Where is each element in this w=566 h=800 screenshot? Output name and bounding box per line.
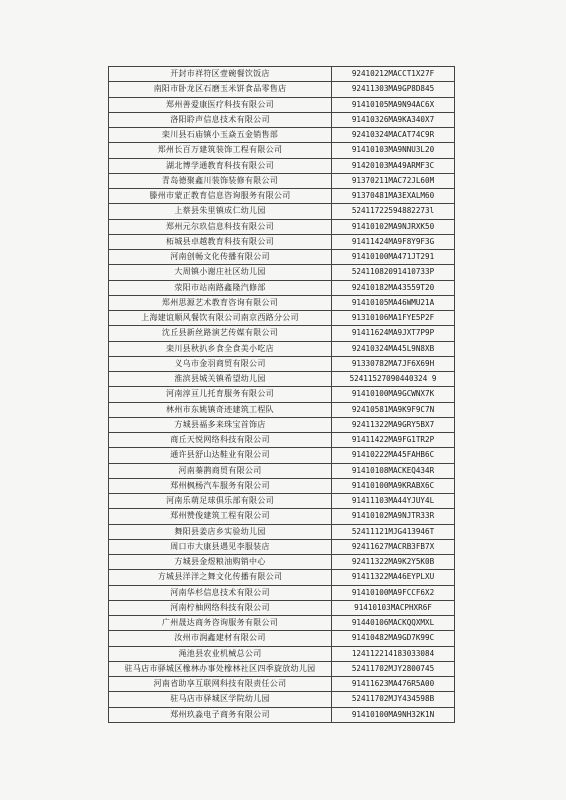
credit-code-cell: 92411303MA9GP8D845	[332, 82, 455, 97]
credit-code-cell: 92410324MACAT74C9R	[332, 128, 455, 143]
entity-name-cell: 南阳市卧龙区石磨玉米饼食品零售店	[109, 82, 332, 97]
entity-name-cell: 驻马店市驿城区橡林办事处橡林社区四季旋放幼儿园	[109, 661, 332, 676]
credit-code-cell: 91440106MACKQQXMXL	[332, 616, 455, 631]
entity-name-cell: 广州晟达商务咨询服务有限公司	[109, 616, 332, 631]
table-row	[109, 280, 455, 295]
table-row	[109, 112, 455, 127]
table-row	[109, 600, 455, 615]
credit-code-cell: 91370211MAC72JL60M	[332, 173, 455, 188]
table-row	[109, 97, 455, 112]
credit-code-cell: 91410105MA46WMU21A	[332, 295, 455, 310]
table-row	[109, 326, 455, 341]
table-row	[109, 189, 455, 204]
credit-code-cell: 91420103MA49ARMF3C	[332, 158, 455, 173]
table-row	[109, 204, 455, 219]
credit-code-cell: 91410100MA9GCWNX7K	[332, 387, 455, 402]
table-row	[109, 250, 455, 265]
table-row	[109, 616, 455, 631]
registry-table-body	[109, 67, 455, 723]
credit-code-cell: 91410100MA9KRABX6C	[332, 478, 455, 493]
entity-name-cell: 河南创畅文化传播有限公司	[109, 250, 332, 265]
entity-name-cell: 汝州市润鑫建材有限公司	[109, 631, 332, 646]
table-row	[109, 173, 455, 188]
entity-name-cell: 方城县洋洋之舞文化传播有限公司	[109, 570, 332, 585]
credit-code-cell: 92410324MA45L9N8XB	[332, 341, 455, 356]
entity-name-cell: 通许县舒山达鞋业有限公司	[109, 448, 332, 463]
credit-code-cell: 124112214183033084	[332, 646, 455, 661]
entity-name-cell: 河南柠柚网络科技有限公司	[109, 600, 332, 615]
credit-code-cell: 91410102MA9NJRXK50	[332, 219, 455, 234]
table-row	[109, 555, 455, 570]
table-row	[109, 82, 455, 97]
table-row	[109, 478, 455, 493]
table-row	[109, 509, 455, 524]
credit-code-cell: 92410212MACCT1X27F	[332, 67, 455, 82]
table-row	[109, 387, 455, 402]
entity-name-cell: 柘城县卓越教育科技有限公司	[109, 234, 332, 249]
entity-name-cell: 郑州长百万建筑装饰工程有限公司	[109, 143, 332, 158]
table-row	[109, 128, 455, 143]
entity-name-cell: 河南乐萌足球俱乐部有限公司	[109, 494, 332, 509]
table-row	[109, 219, 455, 234]
entity-name-cell: 淮滨县城关镇希望幼儿园	[109, 372, 332, 387]
table-row	[109, 692, 455, 707]
credit-code-cell: 91310106MA1FYE5P2F	[332, 311, 455, 326]
table-row	[109, 158, 455, 173]
entity-name-cell: 上蔡县朱里镇成仁幼儿园	[109, 204, 332, 219]
entity-name-cell: 青岛德聚鑫川装饰装修有限公司	[109, 173, 332, 188]
table-row	[109, 356, 455, 371]
credit-code-cell: 91410102MA9NJTR33R	[332, 509, 455, 524]
table-row	[109, 234, 455, 249]
entity-name-cell: 栾川县秋扒乡食全食美小吃店	[109, 341, 332, 356]
entity-name-cell: 方城县福多来珠宝首饰店	[109, 417, 332, 432]
table-row	[109, 265, 455, 280]
credit-code-cell: 91411624MA9JXT7P9P	[332, 326, 455, 341]
entity-name-cell: 郑州善爱康医疗科技有限公司	[109, 97, 332, 112]
table-row	[109, 677, 455, 692]
entity-name-cell: 郑州思源艺术教育咨询有限公司	[109, 295, 332, 310]
credit-code-cell: 91411322MA46EYPLXU	[332, 570, 455, 585]
registry-table	[108, 66, 455, 723]
entity-name-cell: 周口市大康县遇见李服装店	[109, 539, 332, 554]
table-row	[109, 539, 455, 554]
table-row	[109, 463, 455, 478]
table-row	[109, 433, 455, 448]
entity-name-cell: 郑州玖淼电子商务有限公司	[109, 707, 332, 722]
credit-code-cell: 52411722594882273l	[332, 204, 455, 219]
entity-name-cell: 商丘天悦网络科技有限公司	[109, 433, 332, 448]
table-row	[109, 646, 455, 661]
entity-name-cell: 方城县金煜粮油购销中心	[109, 555, 332, 570]
entity-name-cell: 义乌市金羽商贸有限公司	[109, 356, 332, 371]
credit-code-cell: 52411121MJG413946T	[332, 524, 455, 539]
table-row	[109, 372, 455, 387]
credit-code-cell: 91410103MA9NNU3L20	[332, 143, 455, 158]
entity-name-cell: 大周镇小谢庄社区幼儿园	[109, 265, 332, 280]
table-row	[109, 570, 455, 585]
table-row	[109, 295, 455, 310]
table-row	[109, 143, 455, 158]
entity-name-cell: 郑州元尔玖信息科技有限公司	[109, 219, 332, 234]
credit-code-cell: 91410100MA9NH32K1N	[332, 707, 455, 722]
entity-name-cell: 滕州市蒙正教育信息咨询服务有限公司	[109, 189, 332, 204]
table-row	[109, 67, 455, 82]
table-row	[109, 585, 455, 600]
credit-code-cell: 52411527090440324 9	[332, 372, 455, 387]
credit-code-cell: 91411103MA44YJUY4L	[332, 494, 455, 509]
credit-code-cell: 92411322MA9K2Y5K0B	[332, 555, 455, 570]
table-row	[109, 707, 455, 722]
credit-code-cell: 91411623MA476R5A00	[332, 677, 455, 692]
entity-name-cell: 栾川县石庙镇小玉焱五金销售部	[109, 128, 332, 143]
credit-code-cell: 91410222MA45FAHB6C	[332, 448, 455, 463]
entity-name-cell: 荥阳市站南路鑫隆汽修部	[109, 280, 332, 295]
credit-code-cell: 91370481MA3EXALM60	[332, 189, 455, 204]
table-row	[109, 311, 455, 326]
table-row	[109, 494, 455, 509]
credit-code-cell: 52411702MJY434598B	[332, 692, 455, 707]
table-row	[109, 341, 455, 356]
entity-name-cell: 渑池县农业机械总公司	[109, 646, 332, 661]
credit-code-cell: 91410482MA9GD7K99C	[332, 631, 455, 646]
credit-code-cell: 91410326MA9KA340X7	[332, 112, 455, 127]
entity-name-cell: 舞阳县姜店乡实验幼儿园	[109, 524, 332, 539]
credit-code-cell: 91410105MA9N94AC6X	[332, 97, 455, 112]
entity-name-cell: 开封市祥符区壹碗餐饮饭店	[109, 67, 332, 82]
entity-name-cell: 郑州赞俊建筑工程有限公司	[109, 509, 332, 524]
entity-name-cell: 河南淳亘儿托育服务有限公司	[109, 387, 332, 402]
credit-code-cell: 91330782MA7JF6X69H	[332, 356, 455, 371]
entity-name-cell: 上海建谊顺风餐饮有限公司南京西路分公司	[109, 311, 332, 326]
credit-code-cell: 91410100MA9FCCF6X2	[332, 585, 455, 600]
entity-name-cell: 林州市东姚镇奇迹建筑工程队	[109, 402, 332, 417]
table-row	[109, 631, 455, 646]
entity-name-cell: 沈丘县新丝路演艺传媒有限公司	[109, 326, 332, 341]
table-row	[109, 417, 455, 432]
credit-code-cell: 91410100MA471JT291	[332, 250, 455, 265]
table-row	[109, 448, 455, 463]
credit-code-cell: 92411627MACRB3FB7X	[332, 539, 455, 554]
credit-code-cell: 52411082091410733P	[332, 265, 455, 280]
entity-name-cell: 郑州枫杨汽车服务有限公司	[109, 478, 332, 493]
credit-code-cell: 91410108MACKEQ434R	[332, 463, 455, 478]
credit-code-cell: 92411322MA9GRY5BX7	[332, 417, 455, 432]
credit-code-cell: 91411424MA9F8Y9F3G	[332, 234, 455, 249]
credit-code-cell: 91410103MACPHXR6F	[332, 600, 455, 615]
table-row	[109, 661, 455, 676]
entity-name-cell: 洛阳聆声信息技术有限公司	[109, 112, 332, 127]
entity-name-cell: 河南蓁鹊商贸有限公司	[109, 463, 332, 478]
entity-name-cell: 河南省助享互联网科技有限责任公司	[109, 677, 332, 692]
table-row	[109, 402, 455, 417]
credit-code-cell: 52411702MJY2800745	[332, 661, 455, 676]
entity-name-cell: 河南华杉信息技术有限公司	[109, 585, 332, 600]
credit-code-cell: 92410182MA43559T20	[332, 280, 455, 295]
entity-name-cell: 湖北博学通教育科技有限公司	[109, 158, 332, 173]
table-row	[109, 524, 455, 539]
credit-code-cell: 91411422MA9FG1TR2P	[332, 433, 455, 448]
entity-name-cell: 驻马店市驿城区学院幼儿园	[109, 692, 332, 707]
credit-code-cell: 92410581MA9K9F9C7N	[332, 402, 455, 417]
